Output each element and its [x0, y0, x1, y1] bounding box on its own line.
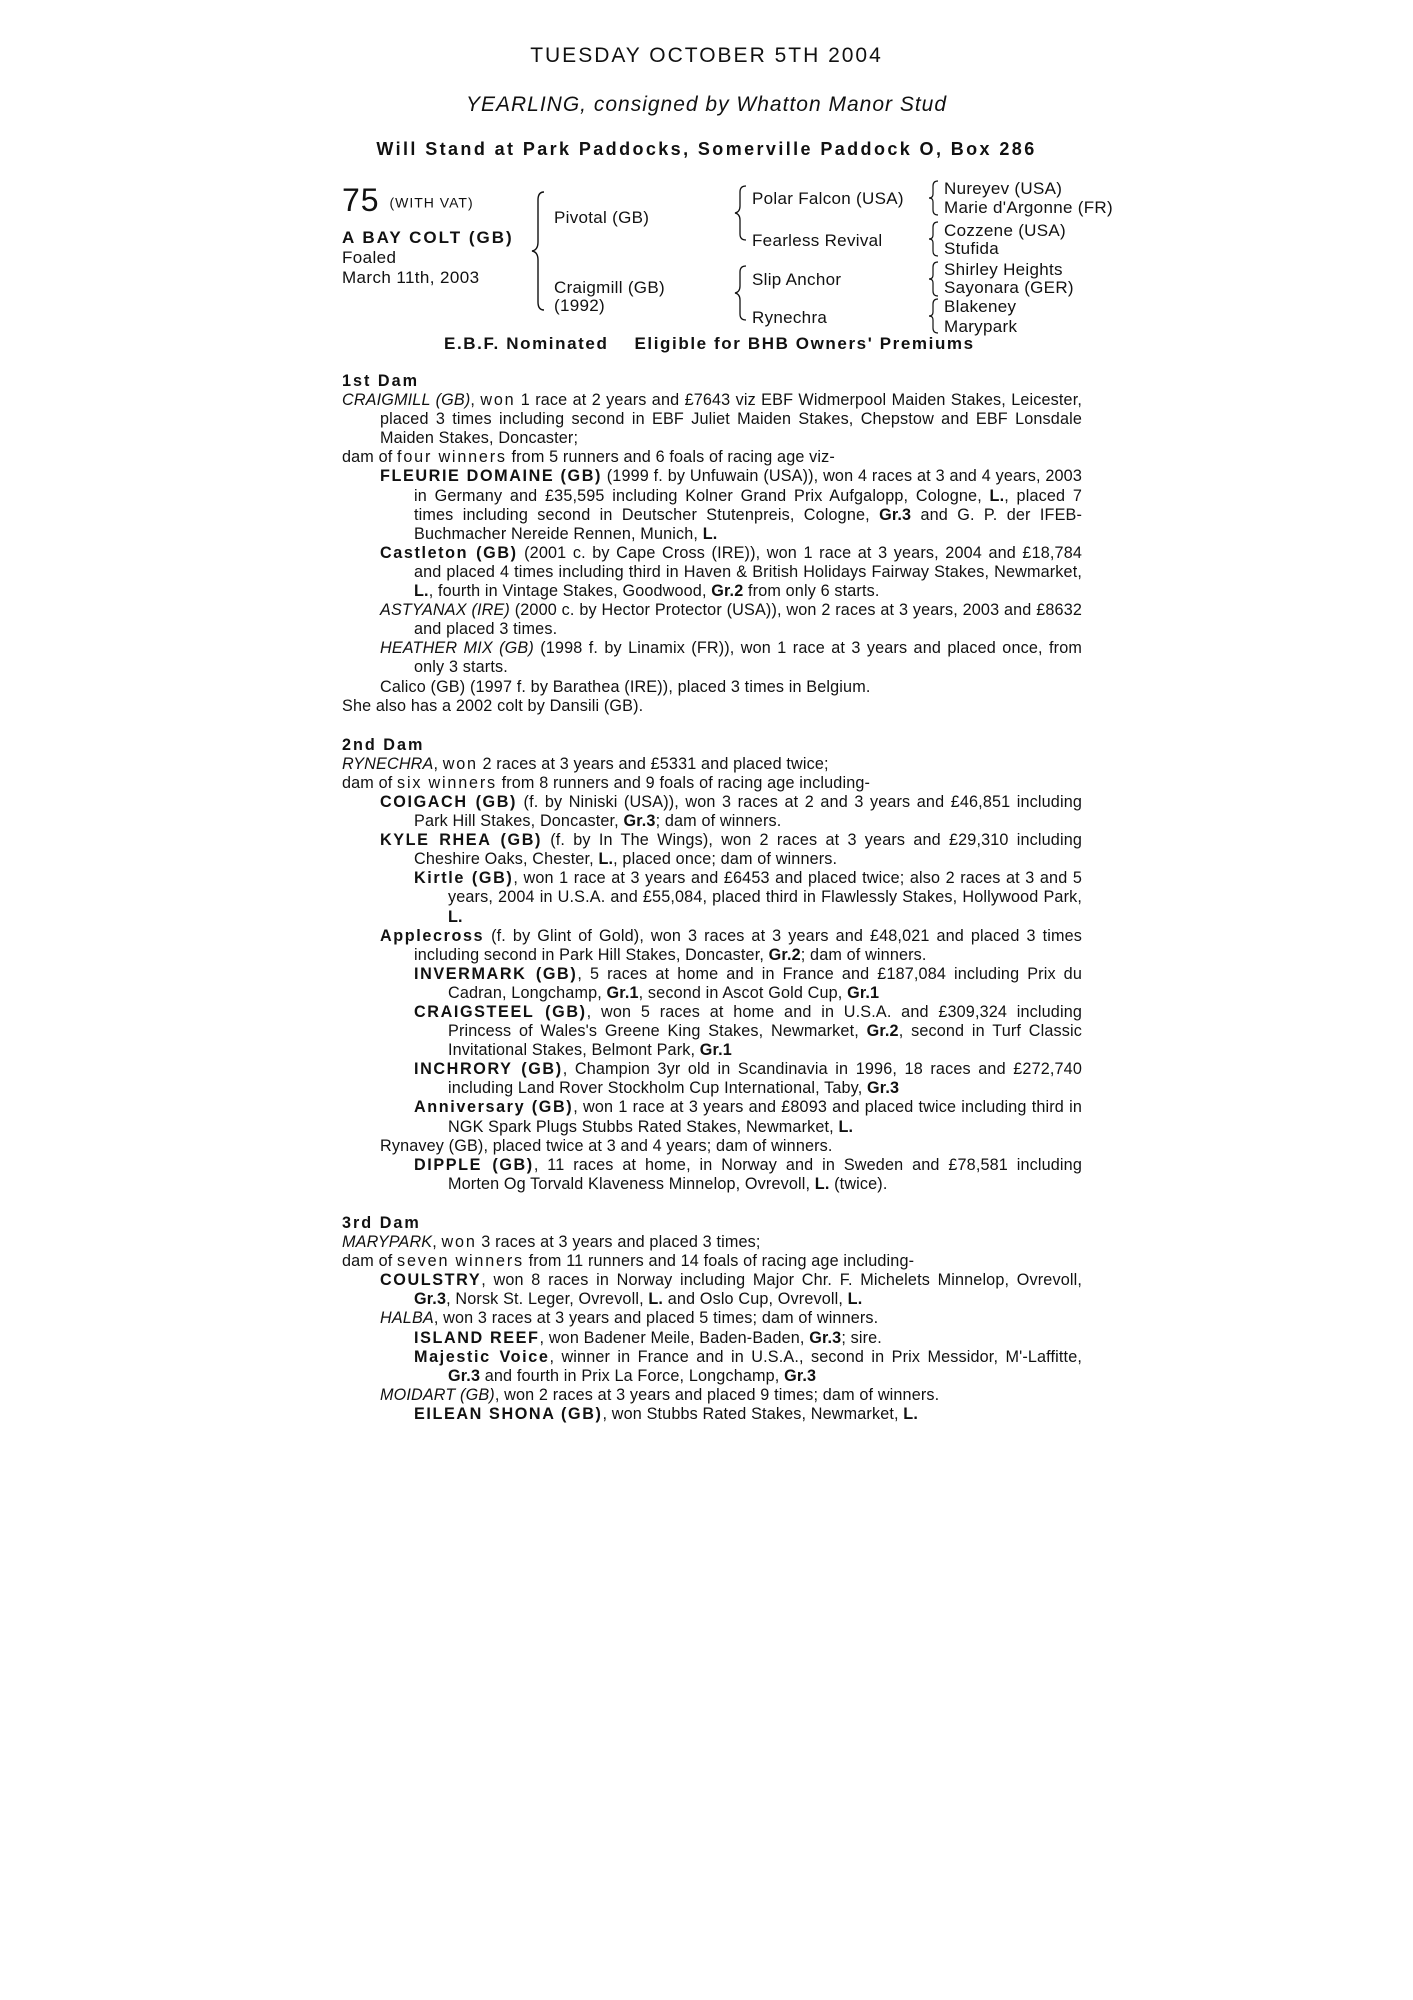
winners-count: six winners [397, 773, 497, 792]
grade-mark: Gr.1 [699, 1041, 732, 1060]
entry-text: , won 1 race at 3 years and £6453 and placed twice; also 2 races at 3 and 5 years, 2004 in U.S.A. and £55,084, placed third in Flawlessly Stakes, Hollywood Park, [448, 869, 1082, 907]
second-dam-name: RYNECHRA [342, 754, 434, 773]
eligibility-line [444, 334, 975, 354]
grade-mark: Gr.3 [448, 1366, 481, 1385]
record-text: 2 races at 3 years and £5331 and placed twice; [477, 754, 829, 773]
grade-mark: Gr.3 [809, 1328, 842, 1347]
grade-mark: L. [448, 907, 463, 926]
bhb-premiums: Eligible for BHB Owners' Premiums [634, 334, 975, 353]
summary-text: dam of [342, 448, 398, 467]
pedigree-gg-2: Marie d'Argonne (FR) [944, 198, 1113, 217]
produce-record [342, 372, 1082, 1424]
lot-description: A BAY COLT (GB) [342, 228, 514, 247]
grade-mark: Gr.2 [768, 945, 801, 964]
pedigree-gg-6: Sayonara (GER) [944, 278, 1074, 297]
produce-entry [342, 1271, 1082, 1309]
sale-date: TUESDAY OCTOBER 5TH 2004 [530, 44, 883, 67]
pedigree-sire-sire: Polar Falcon (USA) [752, 189, 904, 208]
horse-name: FLEURIE DOMAINE (GB) [380, 467, 602, 486]
horse-name: INVERMARK (GB) [414, 964, 578, 983]
record-text: 1 race at 2 years and £7643 viz EBF Widmerpool Maiden Stakes, Leicester, placed 3 times including second in EBF Juliet Maiden Stakes, Chepstow and EBF Lonsdale Maiden Stakes, Doncaster; [380, 391, 1082, 448]
foaled-label: Foaled [342, 248, 397, 267]
horse-name: Majestic Voice [414, 1347, 550, 1366]
pedigree-gg-7: Blakeney [944, 297, 1017, 316]
foaled-date: March 11th, 2003 [342, 268, 480, 287]
grade-mark: Gr.3 [867, 1079, 900, 1098]
grade-mark: Gr.3 [414, 1290, 447, 1309]
entry-text: , won 5 races at home and in U.S.A. and £309,324 including Princess of Wales's Greene King Stakes, Newmarket, [448, 1003, 1083, 1041]
pedigree-dam-year: (1992) [554, 296, 605, 315]
horse-name: DIPPLE (GB) [414, 1155, 534, 1174]
horse-name: COULSTRY [380, 1271, 482, 1290]
consignment-line: YEARLING, consigned by Whatton Manor Stud [465, 93, 948, 116]
won-word: won [442, 754, 478, 773]
pedigree-brace-main [530, 190, 552, 312]
third-dam-heading: 3rd Dam [342, 1213, 421, 1232]
pedigree-gg-8: Marypark [944, 317, 1018, 336]
entry-text: , second in Turf Classic Invitational Stakes, Belmont Park, [448, 1022, 1082, 1060]
horse-name: CRAIGSTEEL (GB) [414, 1003, 587, 1021]
horse-name: HALBA [380, 1309, 434, 1328]
pedigree-gg-4: Stufida [944, 239, 1000, 258]
summary-text: from 8 runners and 9 foals of racing age including- [496, 773, 871, 792]
pedigree-brace-g1 [928, 180, 940, 216]
grade-mark: Gr.3 [623, 812, 656, 831]
horse-name: ASTYANAX (IRE) [380, 601, 510, 620]
horse-name: Anniversary (GB) [414, 1098, 574, 1117]
second-dam-heading: 2nd Dam [342, 735, 425, 754]
horse-name: KYLE RHEA (GB) [380, 831, 543, 850]
produce-entry [342, 1329, 1082, 1348]
first-dam-heading: 1st Dam [342, 372, 419, 390]
pedigree-gg-3: Cozzene (USA) [944, 221, 1066, 240]
third-dam-record: MARYPARK, won 3 races at 3 years and placed 3 times; [342, 1233, 761, 1252]
section-gap [342, 1194, 1082, 1214]
produce-entry [342, 544, 1082, 601]
produce-entry [342, 927, 1082, 965]
pedigree-brace-dam [734, 264, 748, 322]
entry-text: , 11 races at home, in Norway and in Sweden and £78,581 including Morten Og Torvald Klaveness Minnelop, Ovrevoll, [448, 1155, 1082, 1193]
ebf-nominated: E.B.F. Nominated [444, 334, 609, 353]
produce-entry [342, 639, 1082, 677]
second-dam-produce-summary [342, 774, 1082, 793]
stand-location: Will Stand at Park Paddocks, Somerville Paddock O, Box 286 [376, 139, 1037, 159]
pedigree-sire-dam: Fearless Revival [752, 231, 883, 250]
grade-mark: L. [814, 1174, 830, 1193]
grade-mark: L. [648, 1290, 664, 1309]
entry-text: (1999 f. by Unfuwain (USA)), won 4 races at 3 and 4 years, 2003 in Germany and £35,595 including Kolner Grand Prix Aufgalopp, Cologne, [414, 467, 1082, 505]
horse-name: COIGACH (GB) [380, 792, 518, 811]
horse-name: Castleton (GB) [380, 543, 518, 562]
grade-mark: L. [847, 1290, 863, 1309]
horse-name: INCHRORY (GB) [414, 1060, 563, 1079]
entry-text: , second in Ascot Gold Cup, [638, 983, 848, 1002]
produce-entry [342, 1405, 1082, 1424]
winners-count: four winners [397, 448, 507, 467]
entry-text: , won Stubbs Rated Stakes, Newmarket, [602, 1404, 904, 1423]
grade-mark: Gr.3 [879, 505, 912, 524]
first-dam-record: CRAIGMILL (GB), won 1 race at 2 years and £7643 viz EBF Widmerpool Maiden Stakes, Leicester, placed 3 times including second in EBF Juliet Maiden Stakes, Chepstow and EBF Lonsdale Maiden Stakes, Doncaster; [342, 391, 1082, 448]
summary-text: dam of [342, 773, 398, 792]
produce-entry [342, 869, 1082, 926]
horse-name: Kirtle (GB) [414, 869, 514, 888]
entry-text: , won 3 races at 3 years and placed 5 times; dam of winners. [433, 1309, 879, 1328]
pedigree-brace-sire [734, 184, 748, 242]
grade-mark: L. [903, 1404, 918, 1423]
grade-mark: Gr.2 [866, 1022, 899, 1041]
horse-name: ISLAND REEF [414, 1328, 540, 1347]
record-text: 3 races at 3 years and placed 3 times; [476, 1233, 761, 1252]
third-dam-produce-summary [342, 1252, 1082, 1271]
grade-mark: Gr.3 [784, 1366, 817, 1385]
entry-text: , placed 7 times including second in Deutscher Stutenpreis, Cologne, [414, 486, 1082, 524]
entry-text: , won 1 race at 3 years and £8093 and placed twice including third in NGK Spark Plugs Stubbs Rated Stakes, Newmarket, [448, 1098, 1082, 1136]
produce-entry [342, 965, 1082, 1003]
horse-name: EILEAN SHONA (GB) [414, 1404, 603, 1423]
produce-entry [342, 793, 1082, 831]
entry-text: , Norsk St. Leger, Ovrevoll, [446, 1290, 649, 1309]
entry-text: , won 2 races at 3 years and placed 9 times; dam of winners. [494, 1385, 940, 1404]
produce-entry [342, 601, 1082, 639]
produce-entry [342, 831, 1082, 869]
produce-entry [342, 1309, 1082, 1328]
entry-text: (f. by Niniski (USA)), won 3 races at 2 and 3 years and £46,851 including Park Hill Stakes, Doncaster, [414, 792, 1083, 831]
entry-text: and Oslo Cup, Ovrevoll, [663, 1290, 848, 1309]
entry-text: (2001 c. by Cape Cross (IRE)), won 1 race at 3 years, 2004 and £18,784 and placed 4 times including third in Haven & British Holidays Fairway Stakes, Newmarket, [414, 543, 1082, 581]
entry-text: , placed once; dam of winners. [613, 850, 838, 869]
summary-text: dam of [342, 1252, 398, 1271]
entry-text: , won Badener Meile, Baden-Baden, [539, 1328, 810, 1347]
third-dam-name: MARYPARK [342, 1233, 433, 1252]
summary-text: from 5 runners and 6 foals of racing age viz- [506, 448, 835, 467]
entry-text: , Champion 3yr old in Scandinavia in 1996, 18 races and £272,740 including Land Rover Stockholm Cup International, Taby, [448, 1060, 1082, 1098]
grade-mark: Gr.2 [711, 582, 744, 601]
produce-entry: Rynavey (GB), placed twice at 3 and 4 years; dam of winners. [380, 1136, 833, 1155]
lot-number [342, 182, 474, 219]
first-dam-produce-summary [342, 448, 1082, 467]
pedigree-brace-g2 [928, 221, 940, 257]
entry-text: and G. P. der IFEB-Buchmacher Nereide Rennen, Munich, [414, 505, 1082, 543]
produce-entry [342, 467, 1082, 543]
vat-note: (WITH VAT) [389, 194, 474, 211]
produce-entry [342, 1098, 1082, 1136]
grade-mark: L. [989, 486, 1005, 505]
entry-text: ; sire. [841, 1328, 882, 1347]
entry-text: from only 6 starts. [743, 582, 880, 601]
entry-text: ; dam of winners. [655, 812, 782, 831]
grade-mark: L. [598, 850, 614, 869]
produce-entry [342, 1348, 1082, 1386]
grade-mark: Gr.1 [606, 983, 639, 1002]
entry-text: and fourth in Prix La Force, Longchamp, [480, 1366, 785, 1385]
produce-entry [342, 1156, 1082, 1194]
grade-mark: L. [414, 582, 429, 601]
pedigree-gg-5: Shirley Heights [944, 260, 1063, 279]
section-gap [342, 716, 1082, 736]
second-dam-record: RYNECHRA, won 2 races at 3 years and £5331 and placed twice; [342, 754, 829, 773]
summary-text: from 11 runners and 14 foals of racing age including- [523, 1252, 915, 1271]
entry-text: (f. by Glint of Gold), won 3 races at 3 years and £48,021 and placed 3 times including second in Park Hill Stakes, Doncaster, [414, 926, 1082, 964]
pedigree-sire: Pivotal (GB) [554, 208, 650, 227]
entry-text: (twice). [829, 1174, 888, 1193]
entry-text: (f. by In The Wings), won 2 races at 3 years and £29,310 including Cheshire Oaks, Chester, [414, 831, 1082, 869]
pedigree-brace-g3 [928, 261, 940, 297]
entry-text: (1998 f. by Linamix (FR)), won 1 race at 3 years and placed once, from only 3 starts. [414, 639, 1082, 677]
produce-entry: Calico (GB) (1997 f. by Barathea (IRE)), placed 3 times in Belgium. [380, 677, 871, 696]
produce-entry [342, 1060, 1082, 1098]
entry-text: , fourth in Vintage Stakes, Goodwood, [428, 582, 712, 601]
pedigree-brace-g4 [928, 298, 940, 334]
pedigree-gg-1: Nureyev (USA) [944, 179, 1063, 198]
grade-mark: Gr.1 [847, 983, 880, 1002]
produce-note: She also has a 2002 colt by Dansili (GB). [342, 696, 644, 715]
won-word: won [441, 1233, 477, 1252]
entry-text: ; dam of winners. [800, 945, 927, 964]
horse-name: MOIDART (GB) [380, 1385, 495, 1404]
entry-text: , won 8 races in Norway including Major Chr. F. Michelets Minnelop, Ovrevoll, [481, 1271, 1082, 1290]
lot-number-value: 75 [342, 182, 380, 218]
won-word: won [480, 391, 516, 410]
entry-text: (2000 c. by Hector Protector (USA)), won 2 races at 3 years, 2003 and £8632 and placed 3 times. [414, 601, 1082, 639]
pedigree-dam-sire: Slip Anchor [752, 270, 842, 289]
horse-name: HEATHER MIX (GB) [380, 639, 534, 658]
entry-text: , 5 races at home and in France and £187,084 including Prix du Cadran, Longchamp, [448, 964, 1082, 1002]
horse-name: Applecross [380, 926, 485, 945]
grade-mark: L. [702, 524, 718, 543]
entry-text: , winner in France and in U.S.A., second in Prix Messidor, M'-Laffitte, [549, 1347, 1083, 1366]
pedigree-dam-dam: Rynechra [752, 308, 828, 327]
produce-entry [342, 1003, 1082, 1060]
grade-mark: L. [838, 1117, 854, 1136]
winners-count: seven winners [397, 1252, 524, 1271]
first-dam-name: CRAIGMILL (GB) [342, 391, 471, 410]
pedigree-dam: Craigmill (GB) [554, 278, 665, 297]
produce-entry [342, 1386, 1082, 1405]
